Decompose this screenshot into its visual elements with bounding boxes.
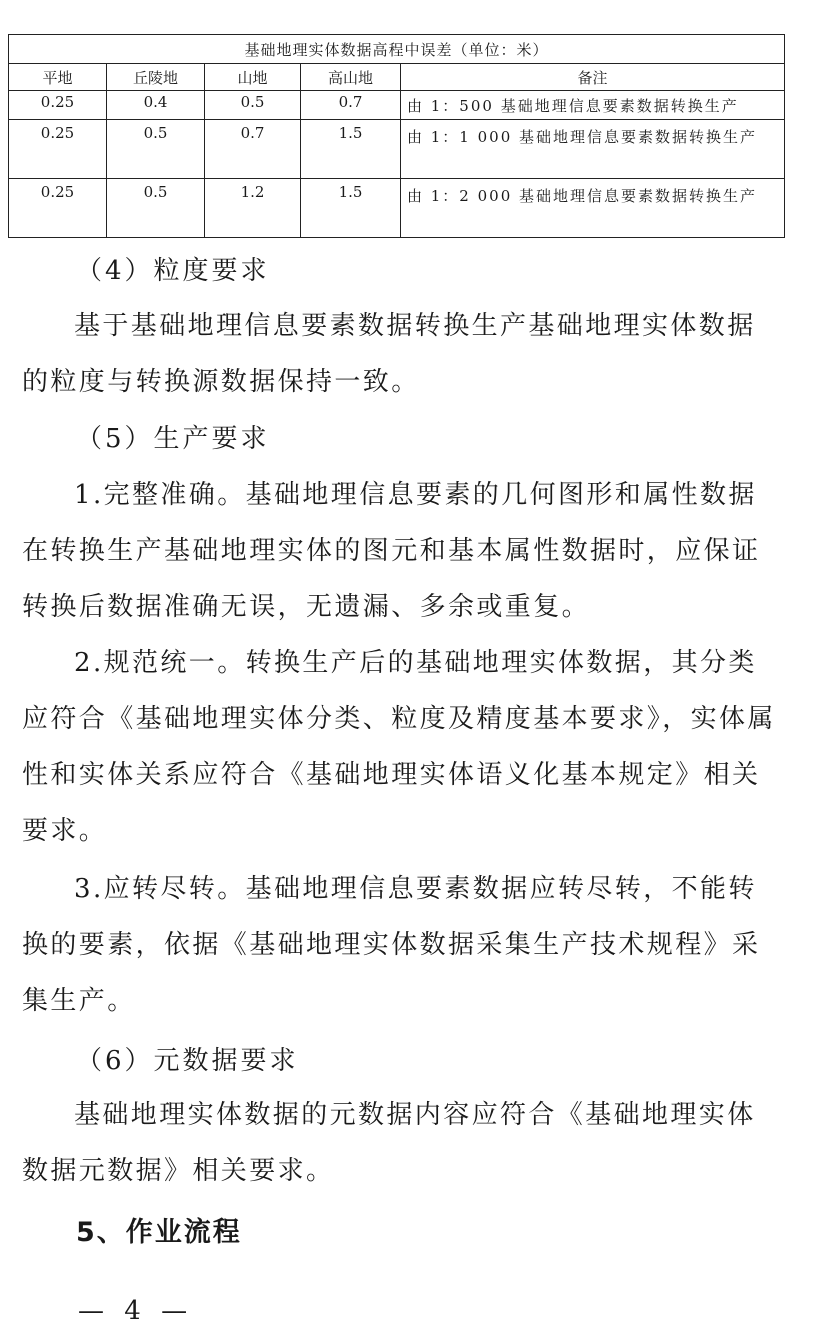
header-high-mountain: 高山地 — [301, 64, 401, 91]
page-number: — 4 — — [78, 1296, 194, 1326]
granularity-paragraph: 基于基础地理信息要素数据转换生产基础地理实体数据的粒度与转换源数据保持一致。 — [22, 311, 756, 397]
cell-hilly: 0.5 — [107, 120, 205, 179]
cell-flat: 0.25 — [9, 179, 107, 238]
table-row — [9, 91, 785, 120]
header-note: 备注 — [401, 64, 785, 91]
header-hilly: 丘陵地 — [107, 64, 205, 91]
metadata-heading: （6）元数据要求 — [76, 1046, 299, 1076]
header-mountain: 山地 — [205, 64, 301, 91]
production-item-1: 1.完整准确。基础地理信息要素的几何图形和属性数据在转换生产基础地理实体的图元和基本属性数据时，应保证转换后数据准确无误，无遗漏、多余或重复。 — [22, 480, 761, 622]
production-item-3: 3.应转尽转。基础地理信息要素数据应转尽转，不能转换的要素，依据《基础地理实体数据采集生产技术规程》采集生产。 — [22, 874, 761, 1016]
metadata-paragraph: 基础地理实体数据的元数据内容应符合《基础地理实体数据元数据》相关要求。 — [22, 1100, 756, 1186]
cell-mountain: 0.7 — [205, 120, 301, 179]
cell-high-mountain: 1.5 — [301, 179, 401, 238]
cell-mountain: 0.5 — [205, 91, 301, 120]
cell-hilly: 0.5 — [107, 179, 205, 238]
granularity-heading: （4）粒度要求 — [76, 256, 270, 286]
cell-high-mountain: 0.7 — [301, 91, 401, 120]
workflow-heading: 5、作业流程 — [76, 1217, 242, 1248]
cell-note: 由 1：2 000 基础地理信息要素数据转换生产 — [401, 179, 785, 238]
cell-flat: 0.25 — [9, 120, 107, 179]
table-title: 基础地理实体数据高程中误差（单位：米） — [9, 35, 785, 64]
cell-hilly: 0.4 — [107, 91, 205, 120]
table-row — [9, 179, 785, 238]
cell-flat: 0.25 — [9, 91, 107, 120]
table-row — [9, 120, 785, 179]
production-heading: （5）生产要求 — [76, 424, 270, 454]
cell-high-mountain: 1.5 — [301, 120, 401, 179]
elevation-error-table — [8, 34, 785, 238]
production-item-2: 2.规范统一。转换生产后的基础地理实体数据，其分类应符合《基础地理实体分类、粒度及精度基本要求》，实体属性和实体关系应符合《基础地理实体语义化基本规定》相关要求。 — [22, 648, 776, 846]
header-flat: 平地 — [9, 64, 107, 91]
cell-note: 由 1：500 基础地理信息要素数据转换生产 — [401, 91, 785, 120]
cell-note: 由 1：1 000 基础地理信息要素数据转换生产 — [401, 120, 785, 179]
cell-mountain: 1.2 — [205, 179, 301, 238]
